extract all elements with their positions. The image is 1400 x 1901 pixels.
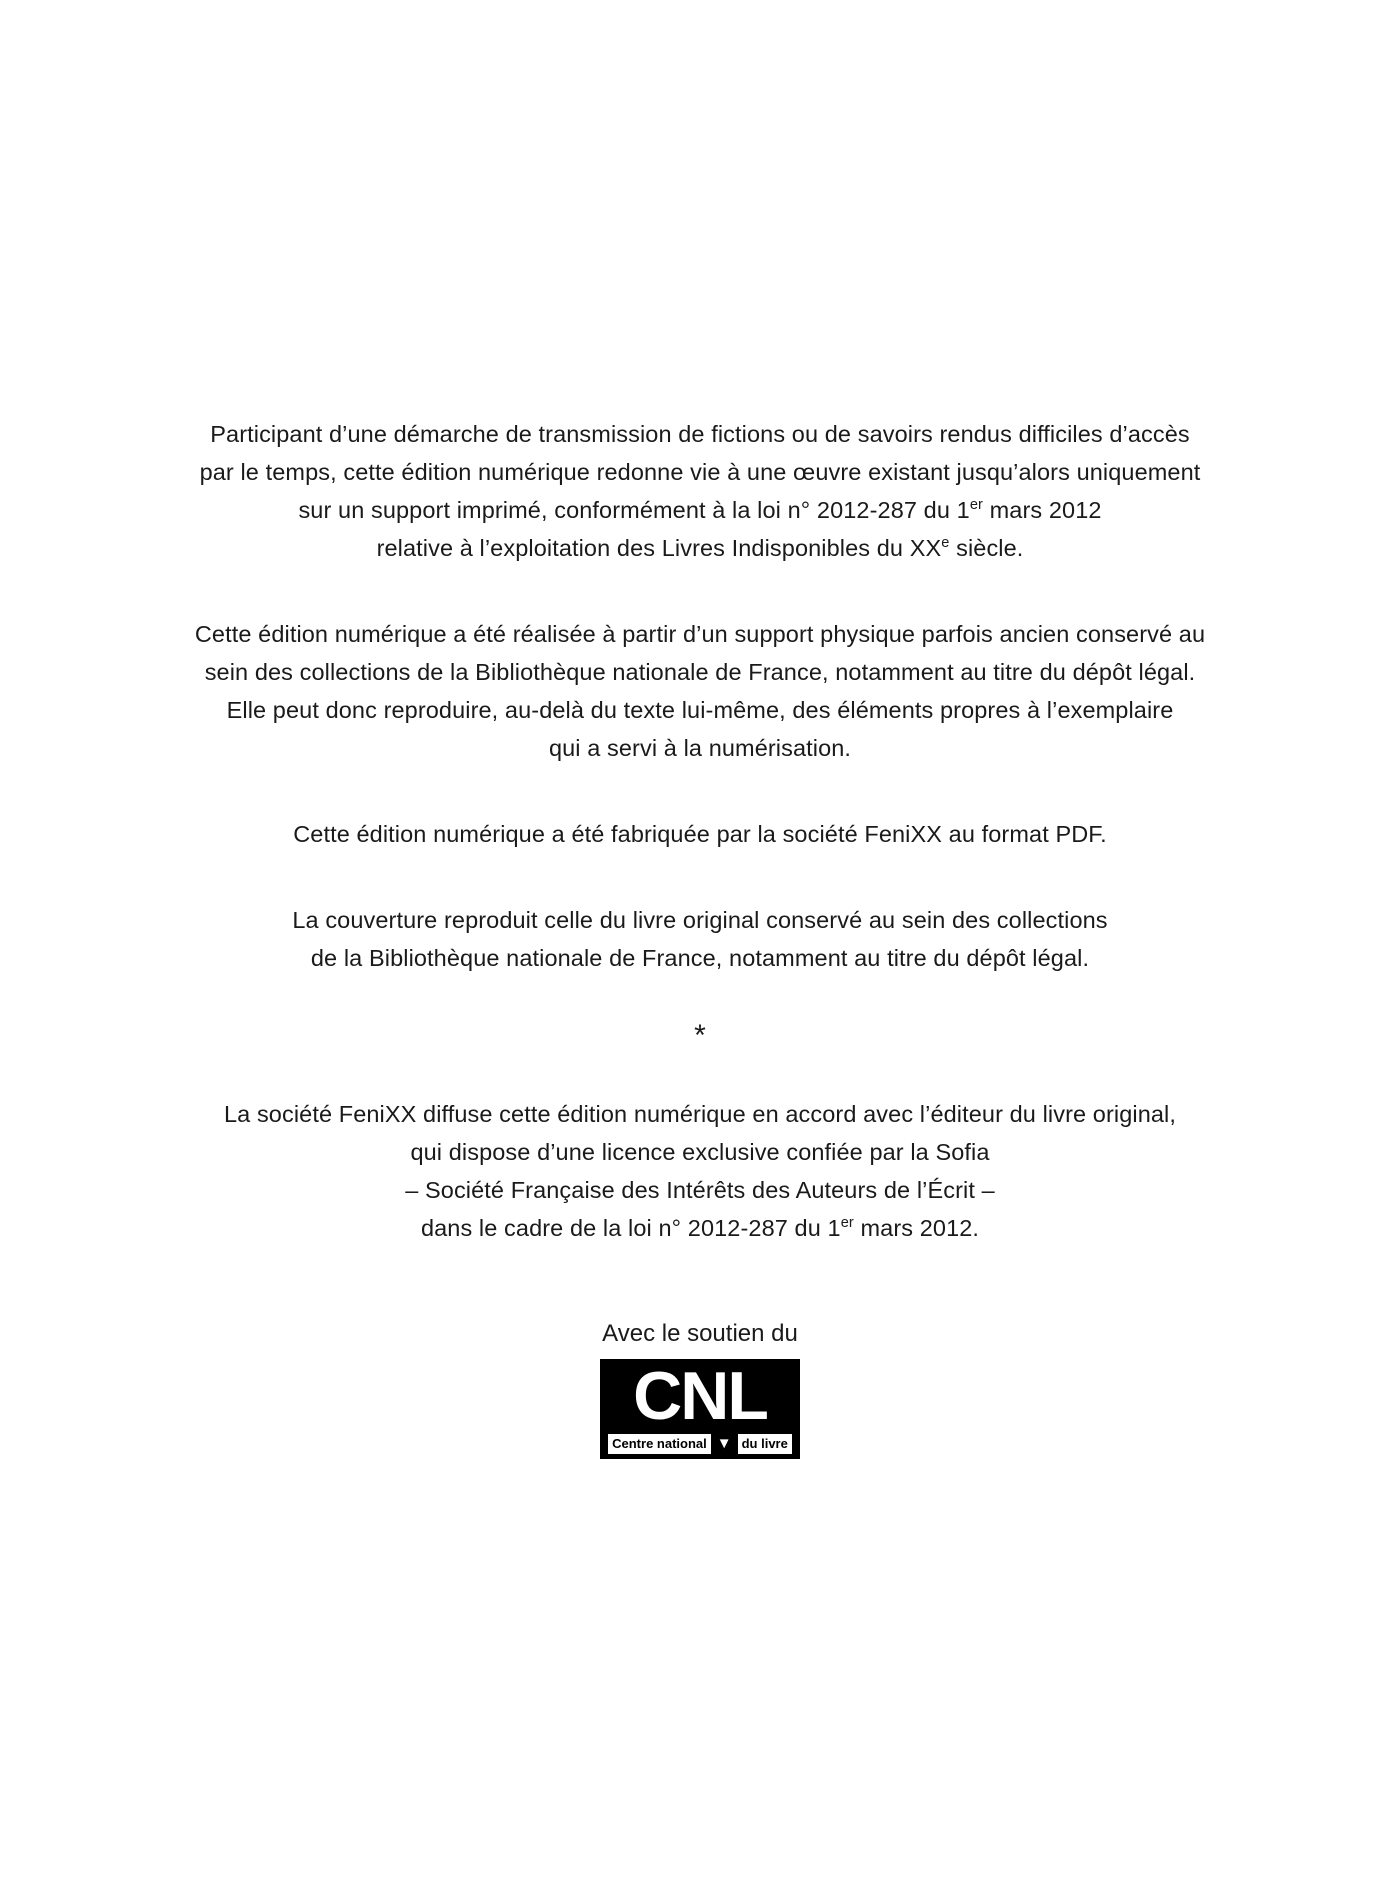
line-3: – Société Française des Intérêts des Auteurs de l’Écrit – <box>405 1177 995 1203</box>
line-4: qui a servi à la numérisation. <box>548 735 852 761</box>
spacer <box>0 767 1400 815</box>
paragraph-transmission-notice <box>0 415 1400 567</box>
law-month-year: mars 2012 <box>982 497 1102 523</box>
section-separator-asterisk: * <box>694 1019 706 1052</box>
line-3: Elle peut donc reproduire, au-delà du texte lui-même, des éléments propres à l’exemplaire <box>226 697 1174 723</box>
century: XX <box>909 535 942 561</box>
line-2: par le temps, cette édition numérique redonne vie à une œuvre existant jusqu’alors uniquement <box>199 459 1201 485</box>
century-suffix: e <box>941 535 950 552</box>
line-1: Cette édition numérique a été fabriquée par la société FeniXX au format PDF. <box>293 821 1107 847</box>
paragraph-cover-notice <box>0 901 1400 977</box>
cnl-subtitle-left: Centre national <box>608 1434 711 1454</box>
law-day: 1 <box>956 497 970 523</box>
paragraph-source-notice <box>0 615 1400 767</box>
law-month-year: mars 2012 <box>853 1215 973 1241</box>
line-2: de la Bibliothèque nationale de France, notamment au titre du dépôt légal. <box>310 945 1090 971</box>
legal-notice-content <box>0 415 1400 1459</box>
line-4: relative à l’exploitation des Livres Indisponibles du XXe siècle. <box>376 535 1024 561</box>
spacer <box>0 567 1400 615</box>
line-4: dans le cadre de la loi n° 2012-287 du 1er mars 2012. <box>420 1215 980 1241</box>
law-number: 2012-287 <box>687 1215 788 1241</box>
paragraph-format-notice <box>0 815 1400 853</box>
cnl-subtitle-right: du livre <box>738 1434 792 1454</box>
line-2: sein des collections de la Bibliothèque nationale de France, notamment au titre du dépôt légal. <box>204 659 1196 685</box>
spacer <box>0 853 1400 901</box>
line-1: Cette édition numérique a été réalisée à partir d’un support physique parfois ancien conservé au <box>194 621 1206 647</box>
century-word: siècle. <box>949 535 1024 561</box>
cnl-logo <box>600 1359 800 1459</box>
law-number: 2012-287 <box>816 497 918 523</box>
line-1: La société FeniXX diffuse cette édition numérique en accord avec l’éditeur du livre original, <box>223 1101 1177 1127</box>
cnl-wordmark: CNL <box>633 1358 767 1434</box>
law-day: 1 <box>827 1215 841 1241</box>
law-day-suffix: er <box>969 497 983 514</box>
cnl-subtitle <box>600 1433 800 1455</box>
spacer <box>0 1053 1400 1095</box>
line-1: La couverture reproduit celle du livre original conservé au sein des collections <box>292 907 1108 933</box>
line-2: qui dispose d’une licence exclusive confiée par la Sofia <box>410 1139 990 1165</box>
cnl-tick-icon: ▼ <box>716 1435 732 1452</box>
line-3: sur un support imprimé, conformément à la loi n° 2012-287 du 1er mars 2012 <box>298 497 1102 523</box>
spacer <box>0 977 1400 1019</box>
support-caption: Avec le soutien du <box>602 1320 798 1347</box>
paragraph-licence-notice <box>0 1095 1400 1247</box>
law-day-suffix: er <box>840 1215 854 1232</box>
line-1: Participant d’une démarche de transmission de fictions ou de savoirs rendus difficiles d’accès <box>210 421 1190 447</box>
support-logo-block <box>0 1319 1400 1459</box>
